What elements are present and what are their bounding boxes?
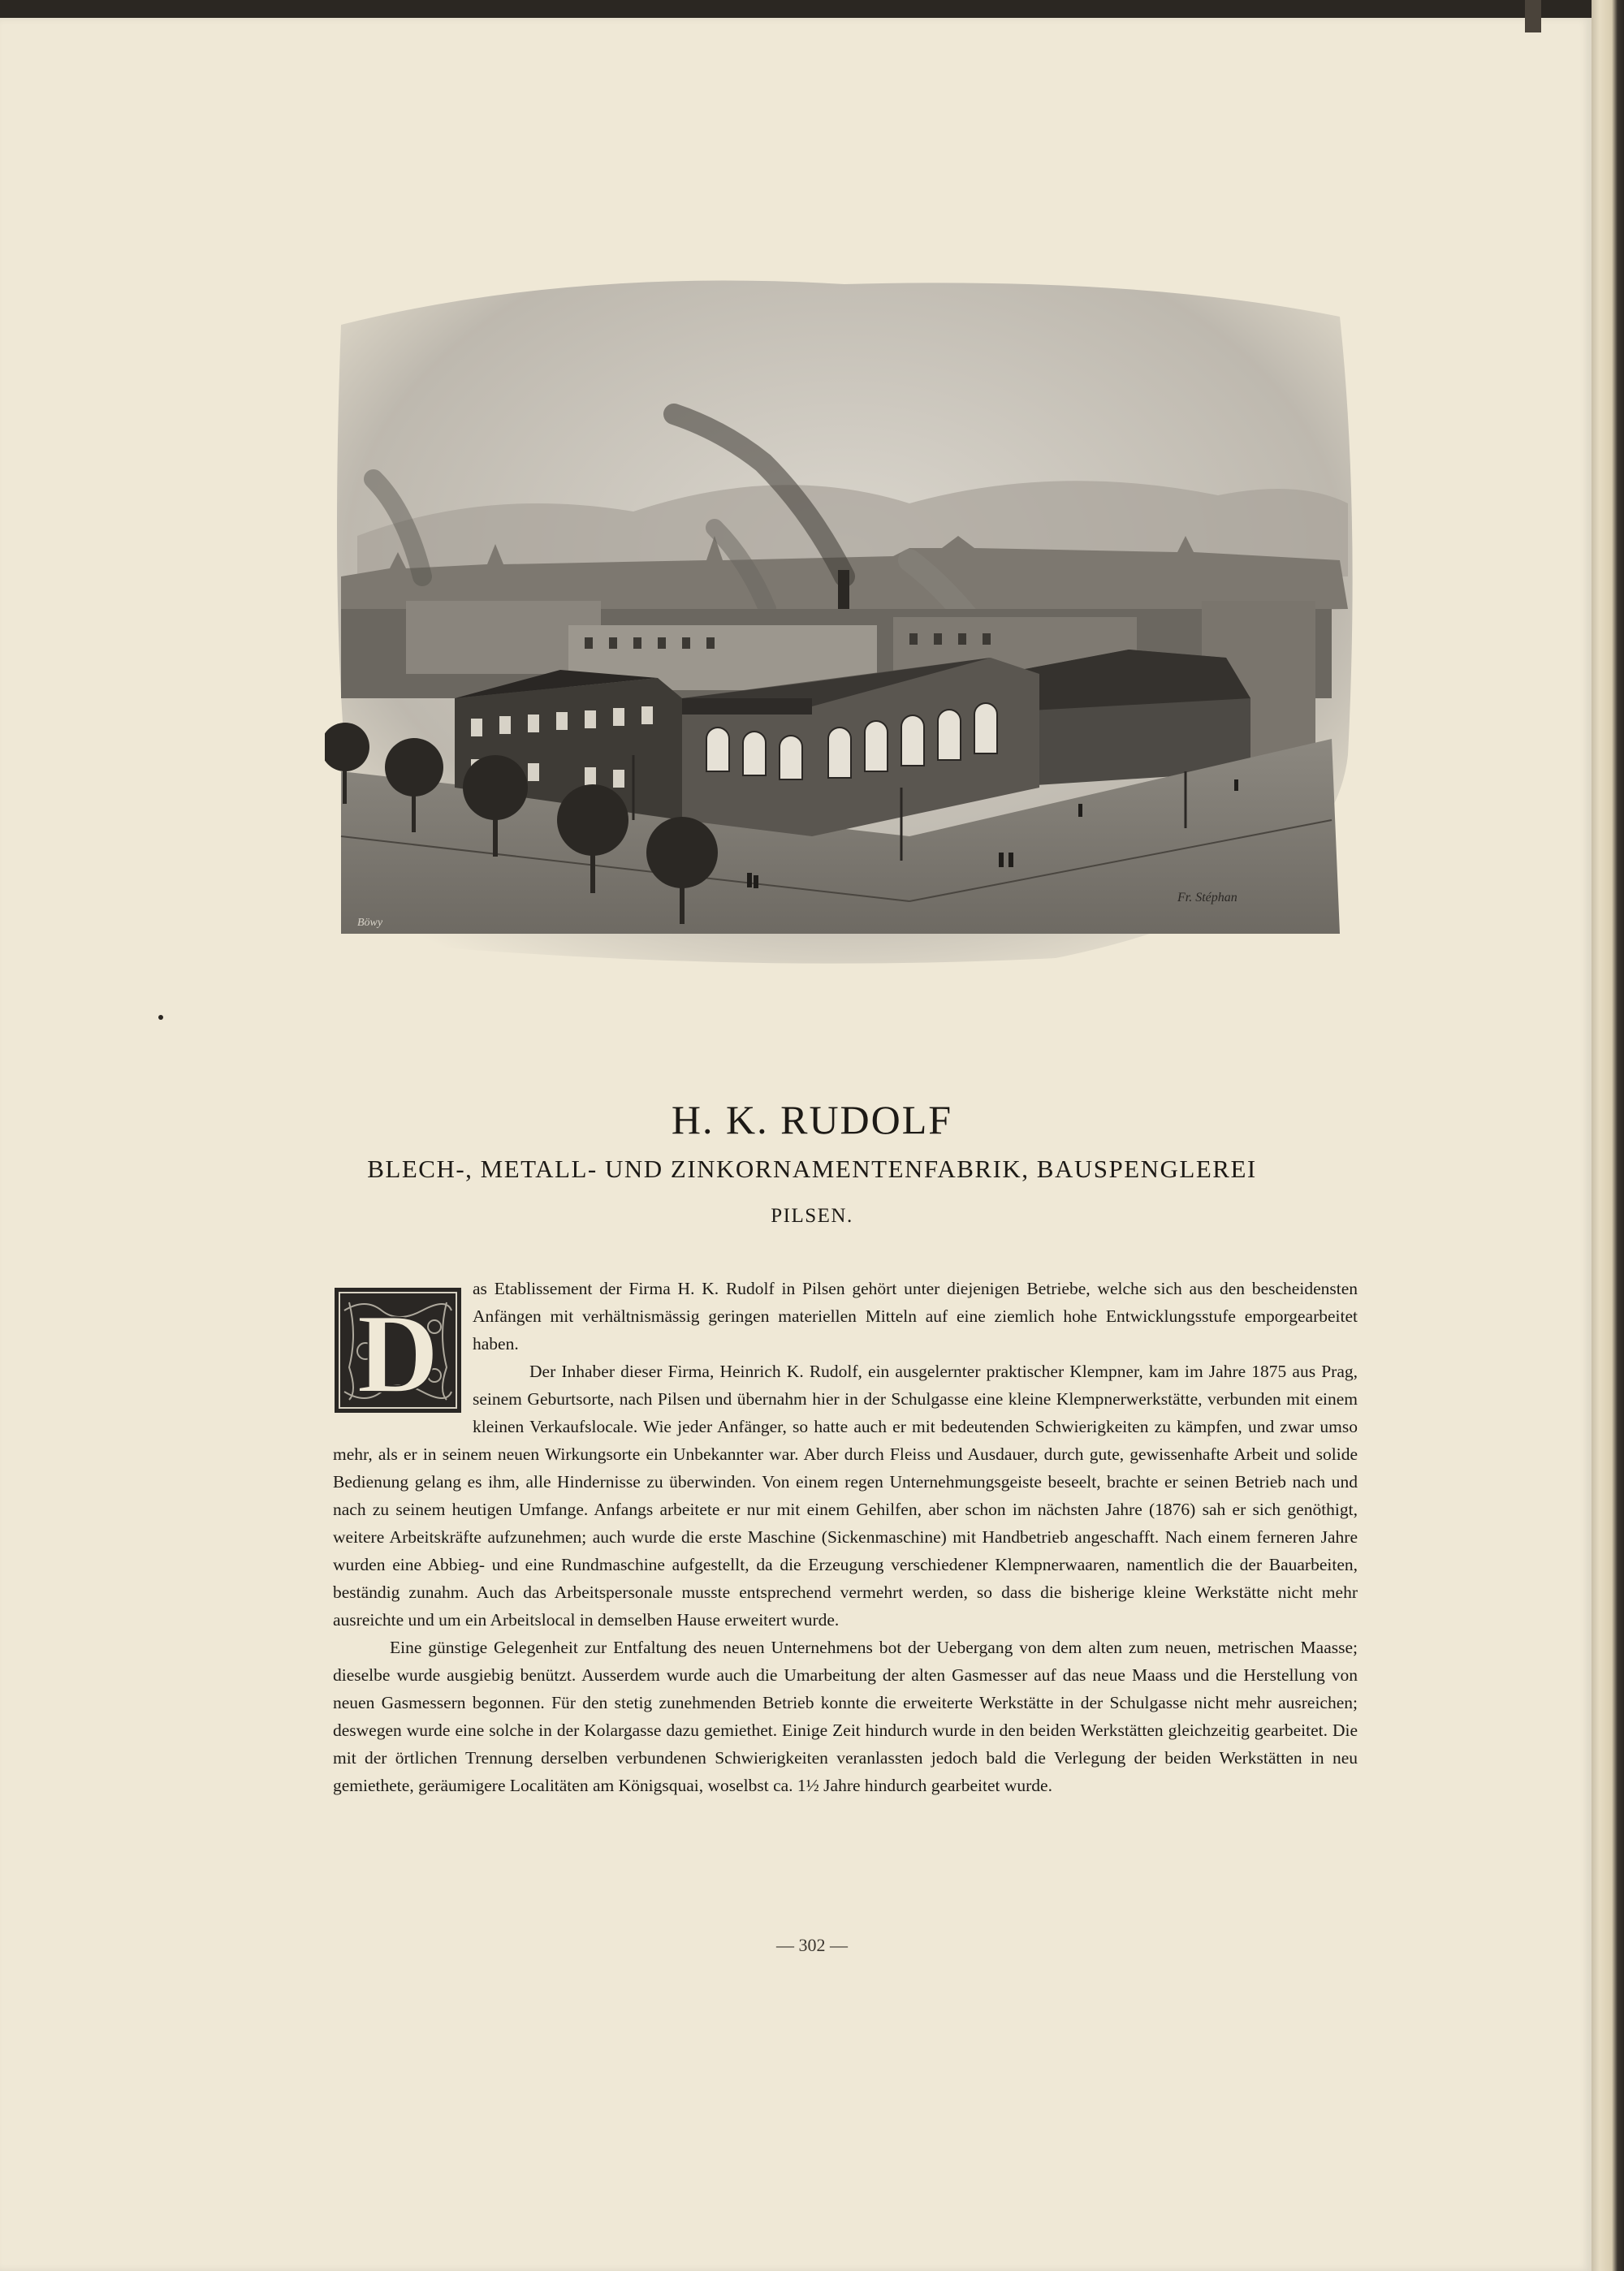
company-subtitle: BLECH-, METALL- UND ZINKORNAMENTENFABRIK, BAUSPENGLEREI (367, 1155, 1257, 1183)
engraver-signature: Böwy (357, 917, 383, 929)
company-location: PILSEN. (771, 1205, 853, 1227)
ornamental-initial-d (333, 1286, 463, 1414)
article-body (333, 1275, 1358, 1799)
ink-speck (158, 1015, 163, 1020)
paragraph-3: Eine günstige Gelegenheit zur Entfaltung des neuen Unternehmens bot der Uebergang von dem alten zum neuen, metrischen Maasse; dieselbe wurde ausgiebig benützt. Ausserdem wurde auch die Umarbeitung der alten Gasmesser auf das neue Maass und die Herstellung von neuen Gasmessern begonnen. Für den stetig zunehmenden Betrieb konnte die erweiterte Werkstätte in der Schulgasse nicht mehr ausreichen; deswegen wurde eine solche in der Kolargasse dazu gemiethet. Einige Zeit hindurch wurde in den beiden Werkstätten gleichzeitig gearbeitet. Die mit der örtlichen Trennung derselben verbundenen Schwierigkeiten veranlassten jedoch bald die Verlegung der beiden Werkstätten in neu gemiethete, geräumigere Localitäten am Königsquai, woselbst ca. 1½ Jahre hindurch gearbeitet wurde. (333, 1638, 1358, 1795)
scan-top-edge (0, 0, 1592, 18)
factory-illustration (325, 268, 1364, 974)
paragraph-2: Der Inhaber dieser Firma, Heinrich K. Rudolf, ein ausgelernter praktischer Klempner, kam im Jahre 1875 aus Prag, seinem Geburtsorte, nach Pilsen und übernahm hier in der Schulgasse eine kleine Klempnerwerkstätte, verbunden mit einem kleinen Verkaufslocale. Wie jeder Anfänger, so hatte auch er mit bedeutenden Schwierigkeiten zu kämpfen, und zwar umso mehr, als er in seinem neuen Wirkungsorte ein Unbekannter war. Aber durch Fleiss und Ausdauer, durch gute, gewissenhafte Arbeit und solide Bedienung gelang es ihm, alle Hindernisse zu überwinden. Von einem regen Unternehmungsgeiste beseelt, brachte er seinen Betrieb nach und nach zu seinem heutigen Umfange. Anfangs arbeitete er nur mit einem Gehilfen, aber schon im nächsten Jahre (1876) sah er sich genöthigt, weitere Arbeitskräfte aufzunehmen; auch wurde die erste Maschine (Sickenmaschine) mit Handbetrieb angeschafft. Nach einem ferneren Jahre wurden eine Abbieg- und eine Rundmaschine aufgestellt, da die Erzeugung verschiedener Klempnerwaaren, namentlich die der Bauarbeiten, beständig zunahm. Auch das Arbeitspersonale musste entsprechend vermehrt werden, so dass die bisherige kleine Werkstätte nicht mehr ausreichte und um ein Arbeitslocal in demselben Hause erweitert wurde. (333, 1362, 1358, 1630)
artist-signature: Fr. Stéphan (1177, 891, 1237, 905)
binding-mark (1525, 0, 1541, 32)
company-title: H. K. RUDOLF (671, 1097, 953, 1142)
page-number: — 302 — (776, 1935, 848, 1955)
paragraph-1: as Etablissement der Firma H. K. Rudolf in Pilsen gehört unter diejenigen Betriebe, welche sich aus den bescheidensten Anfängen mit verhältnismässig geringen materiellen Mitteln auf eine ziemlich hohe Entwicklungsstufe emporgearbeitet haben. (473, 1279, 1358, 1354)
dropcap-letter: D (356, 1291, 439, 1414)
